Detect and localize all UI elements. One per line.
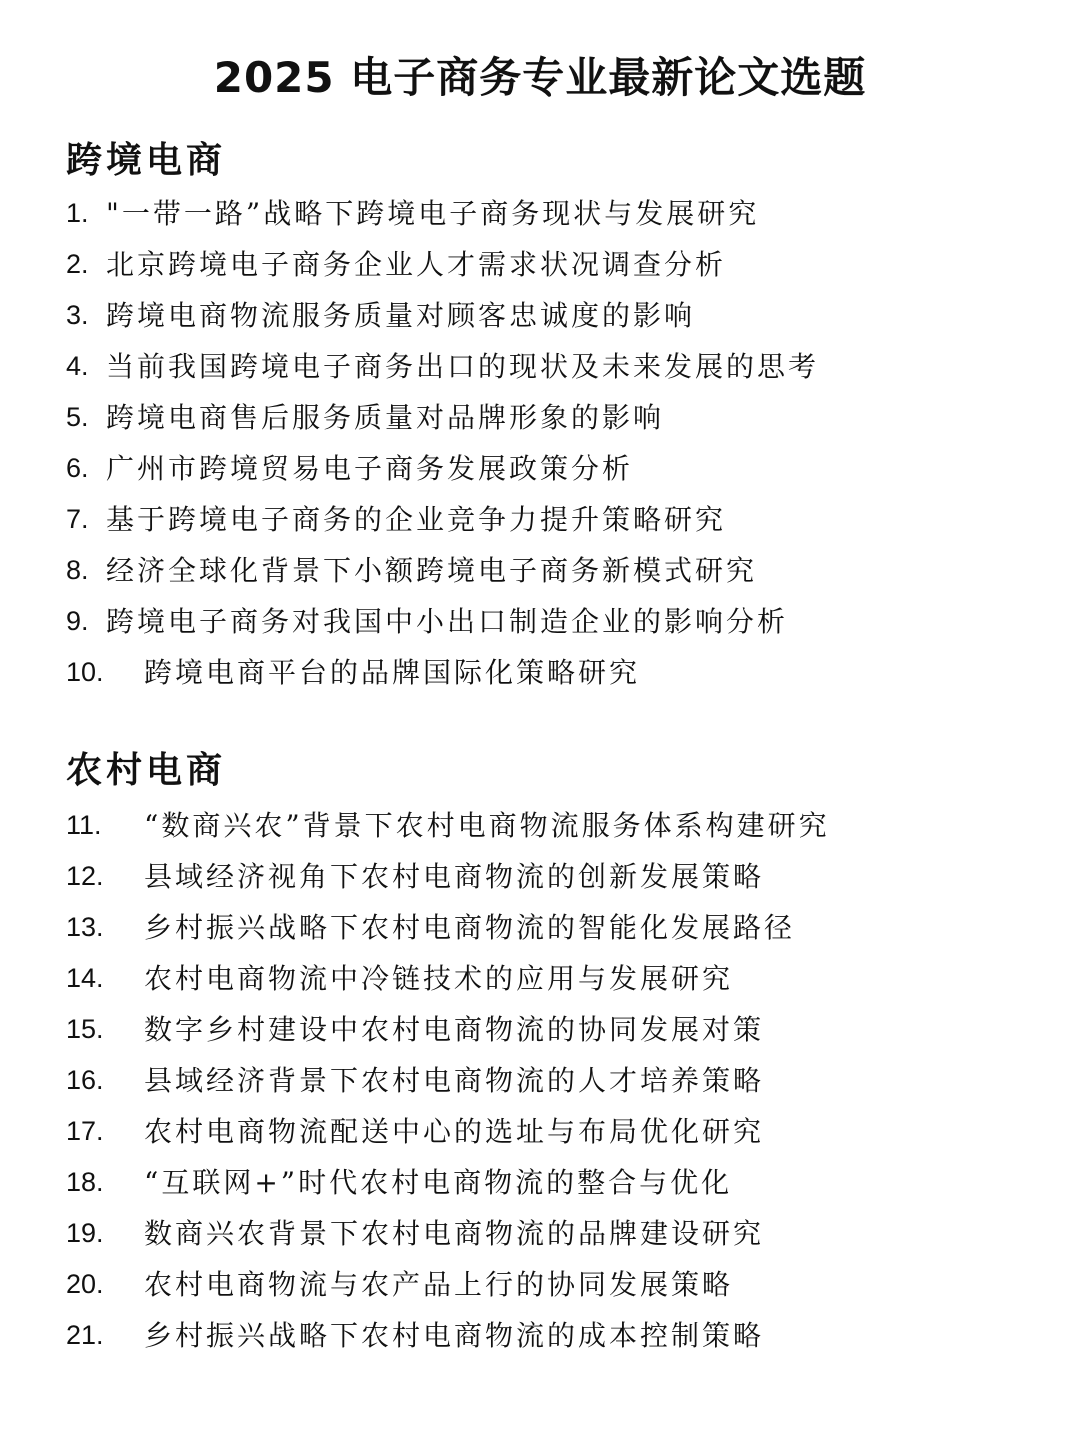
- item-text: 数字乡村建设中农村电商物流的协同发展对策: [144, 1013, 765, 1046]
- item-text: 县域经济背景下农村电商物流的人才培养策略: [144, 1064, 765, 1097]
- item-text: 农村电商物流与农产品上行的协同发展策略: [144, 1268, 734, 1301]
- page-title: 2025 电子商务专业最新论文选题: [213, 53, 867, 102]
- list-item: [66, 1208, 830, 1259]
- item-text: 农村电商物流配送中心的选址与布局优化研究: [144, 1115, 765, 1148]
- item-text: 农村电商物流中冷链技术的应用与发展研究: [144, 962, 734, 995]
- item-text: 跨境电商物流服务质量对顾客忠诚度的影响: [106, 299, 696, 332]
- item-number: 9.: [66, 606, 89, 636]
- list-item: [66, 341, 819, 392]
- list-item: [66, 188, 819, 239]
- section-heading-rural: 农村电商: [66, 750, 227, 791]
- item-text: 基于跨境电子商务的企业竞争力提升策略研究: [106, 503, 727, 536]
- item-text: 乡村振兴战略下农村电商物流的智能化发展路径: [144, 911, 796, 944]
- item-number: 18.: [66, 1167, 104, 1197]
- item-text: 广州市跨境贸易电子商务发展政策分析: [106, 452, 634, 485]
- list-item: [66, 851, 830, 902]
- list-item: [66, 800, 830, 851]
- topic-list-rural: [66, 800, 830, 1361]
- list-item: [66, 392, 819, 443]
- item-number: 12.: [66, 861, 104, 891]
- item-text: 跨境电商售后服务质量对品牌形象的影响: [106, 401, 665, 434]
- item-text: “互联网+”时代农村电商物流的整合与优化: [144, 1166, 733, 1199]
- item-number: 21.: [66, 1320, 104, 1350]
- item-number: 1.: [66, 198, 89, 228]
- list-item: [66, 290, 819, 341]
- item-text: 县域经济视角下农村电商物流的创新发展策略: [144, 860, 765, 893]
- list-item: [66, 1310, 830, 1361]
- item-number: 6.: [66, 453, 89, 483]
- item-number: 8.: [66, 555, 89, 585]
- item-text: 数商兴农背景下农村电商物流的品牌建设研究: [144, 1217, 765, 1250]
- list-item: [66, 1004, 830, 1055]
- item-number: 4.: [66, 351, 89, 381]
- item-number: 11.: [66, 810, 102, 840]
- list-item: [66, 902, 830, 953]
- item-number: 13.: [66, 912, 104, 942]
- item-text: “数商兴农”背景下农村电商物流服务体系构建研究: [144, 809, 830, 842]
- item-text: "一带一路”战略下跨境电子商务现状与发展研究: [106, 197, 760, 230]
- item-number: 2.: [66, 249, 89, 279]
- list-item: [66, 443, 819, 494]
- section-heading-cross-border: 跨境电商: [66, 140, 227, 181]
- item-text: 跨境电子商务对我国中小出口制造企业的影响分析: [106, 605, 789, 638]
- item-number: 7.: [66, 504, 89, 534]
- item-text: 跨境电商平台的品牌国际化策略研究: [144, 656, 641, 689]
- item-number: 10.: [66, 657, 104, 687]
- item-number: 20.: [66, 1269, 104, 1299]
- list-item: [66, 647, 819, 698]
- list-item: [66, 953, 830, 1004]
- item-number: 17.: [66, 1116, 104, 1146]
- item-number: 15.: [66, 1014, 104, 1044]
- list-item: [66, 494, 819, 545]
- item-text: 经济全球化背景下小额跨境电子商务新模式研究: [106, 554, 758, 587]
- list-item: [66, 1259, 830, 1310]
- list-item: [66, 1055, 830, 1106]
- list-item: [66, 1157, 830, 1208]
- list-item: [66, 1106, 830, 1157]
- list-item: [66, 545, 819, 596]
- list-item: [66, 596, 819, 647]
- item-text: 乡村振兴战略下农村电商物流的成本控制策略: [144, 1319, 765, 1352]
- item-number: 19.: [66, 1218, 104, 1248]
- item-text: 当前我国跨境电子商务出口的现状及未来发展的思考: [106, 350, 820, 383]
- topic-list-cross-border: [66, 188, 819, 698]
- item-number: 3.: [66, 300, 89, 330]
- item-text: 北京跨境电子商务企业人才需求状况调查分析: [106, 248, 727, 281]
- item-number: 16.: [66, 1065, 104, 1095]
- list-item: [66, 239, 819, 290]
- item-number: 5.: [66, 402, 89, 432]
- item-number: 14.: [66, 963, 104, 993]
